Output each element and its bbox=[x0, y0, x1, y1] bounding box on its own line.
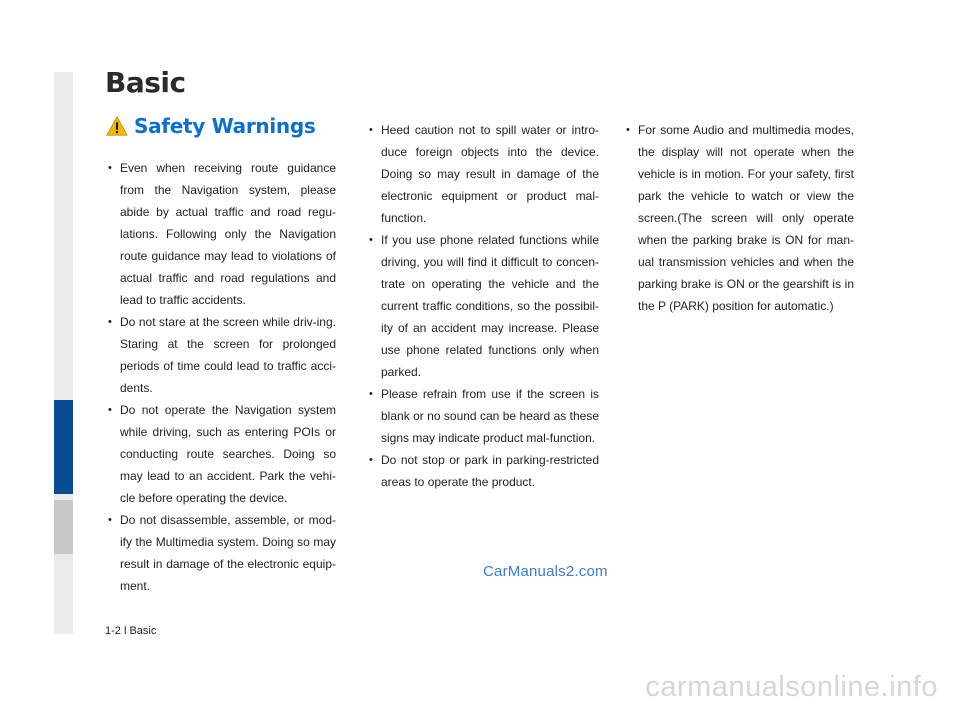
warning-item: • Do not stop or park in parking-restricted areas to operate the product. bbox=[369, 449, 599, 493]
warning-item: • Heed caution not to spill water or intro-duce foreign objects into the device. Doing so may result in damage of the electronic equipment or product mal-function. bbox=[369, 119, 599, 229]
warning-item: • If you use phone related functions while driving, you will find it difficult to concen-trate on operating the vehicle and the current traffic conditions, so the possibil-ity of an accident may increase. Please use phone related functions only when parked. bbox=[369, 229, 599, 383]
section-title: Safety Warnings bbox=[134, 114, 316, 138]
site-watermark[interactable]: CarManuals2.com bbox=[483, 563, 608, 580]
chapter-sidebar-active-tab bbox=[54, 400, 73, 494]
warnings-column-1 bbox=[108, 157, 336, 597]
section-heading bbox=[106, 114, 316, 138]
warning-item: • Do not stare at the screen while driv-ing. Staring at the screen for prolonged periods of time could lead to traffic acci-dents. bbox=[108, 311, 336, 399]
warning-item: • Even when receiving route guidance from the Navigation system, please abide by actual traffic and road regu-lations. Following only the Navigation route guidance may lead to violations of actual traffic and road regulations and lead to traffic accidents. bbox=[108, 157, 336, 311]
warnings-column-2 bbox=[369, 119, 599, 493]
warning-item: • Do not operate the Navigation system while driving, such as entering POIs or conducting route searches. Doing so may lead to an accident. Park the vehi-cle before operating the device. bbox=[108, 399, 336, 509]
warning-item: • Do not disassemble, assemble, or mod-ify the Multimedia system. Doing so may result in damage of the electronic equip-ment. bbox=[108, 509, 336, 597]
chapter-sidebar-tab bbox=[54, 500, 73, 554]
warnings-column-3 bbox=[626, 119, 854, 317]
chapter-title: Basic bbox=[105, 66, 186, 99]
warning-triangle-icon bbox=[106, 115, 128, 137]
warning-item: • Please refrain from use if the screen is blank or no sound can be heard as these signs may indicate product mal-function. bbox=[369, 383, 599, 449]
bottom-watermark: carmanualsonline.info bbox=[645, 671, 938, 703]
page-footer: 1-2 l Basic bbox=[105, 625, 157, 637]
warning-item: • For some Audio and multimedia modes, the display will not operate when the vehicle is in motion. For your safety, first park the vehicle to watch or view the screen.(The screen will only operate when the parking brake is ON for man-ual transmission vehicles and when the parking brake is ON or the gearshift is in the P (PARK) position for automatic.) bbox=[626, 119, 854, 317]
